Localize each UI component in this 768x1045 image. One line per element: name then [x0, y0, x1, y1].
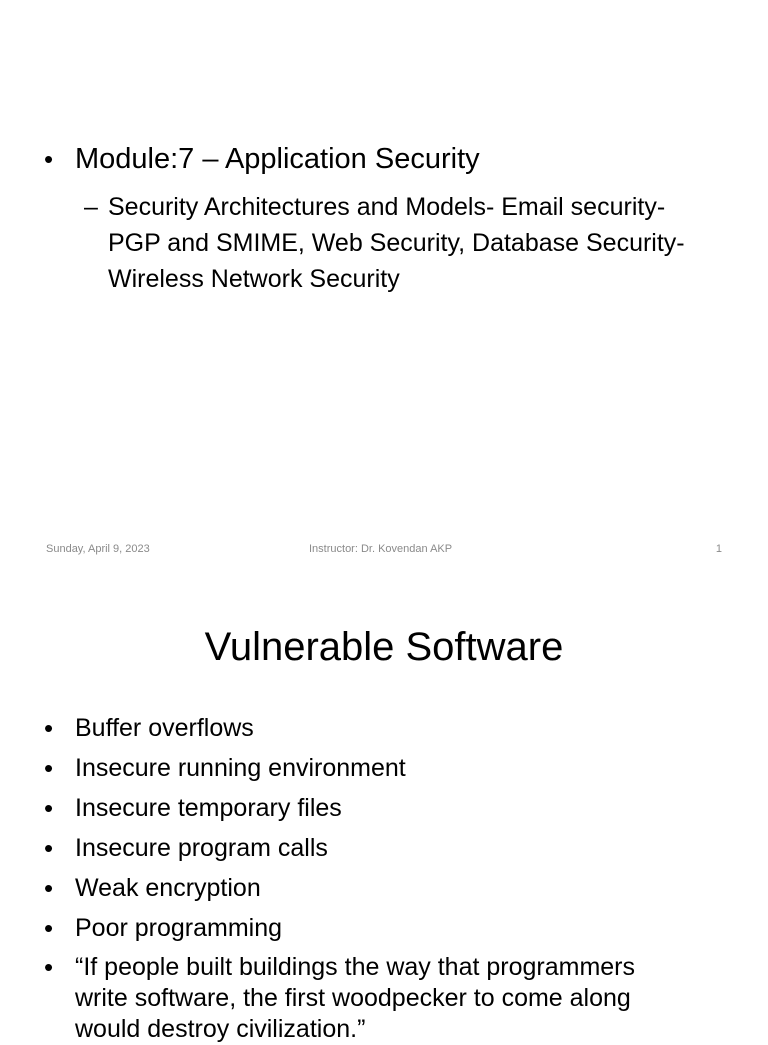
- quote-list-item: [44, 952, 635, 1045]
- list-item: [44, 828, 635, 868]
- list-item-text: Weak encryption: [75, 874, 261, 902]
- sub-line: Wireless Network Security: [108, 265, 400, 293]
- quote-line: “If people built buildings the way that programmers: [75, 953, 636, 981]
- quote-line: write software, the first woodpecker to come along: [75, 984, 631, 1012]
- footer-instructor: Instructor: Dr. Kovendan AKP: [309, 543, 453, 555]
- list-item-text: Insecure running environment: [75, 754, 406, 782]
- list-item-text: Poor programming: [75, 914, 283, 942]
- bullet-marker: •: [44, 913, 54, 943]
- quote-text: [75, 952, 635, 1045]
- list-item: [44, 708, 635, 748]
- list-item: [44, 908, 635, 948]
- bullet-marker: •: [44, 952, 54, 982]
- sub-bullet-item: [84, 189, 685, 297]
- list-item: [44, 868, 635, 908]
- list-item-text: Insecure temporary files: [75, 794, 342, 822]
- bullet-marker: •: [44, 753, 54, 783]
- quote-line: would destroy civilization.”: [75, 1015, 366, 1043]
- bullet-marker: •: [44, 713, 54, 743]
- sub-bullet-text: [108, 189, 685, 297]
- bullet-marker: •: [44, 793, 54, 823]
- footer-page-number: 1: [715, 543, 722, 555]
- list-item-text: Insecure program calls: [75, 834, 328, 862]
- sub-line: PGP and SMIME, Web Security, Database Security-: [108, 229, 685, 257]
- list-item: [44, 788, 635, 828]
- main-bullet-item: [44, 142, 480, 176]
- bullet-list: [44, 708, 635, 1045]
- bullet-marker: •: [44, 873, 54, 903]
- dash-marker: –: [84, 193, 98, 221]
- module-heading: Module:7 – Application Security: [75, 143, 480, 175]
- list-item: [44, 748, 635, 788]
- sub-line: Security Architectures and Models- Email security-: [108, 193, 666, 221]
- list-item-text: Buffer overflows: [75, 714, 254, 742]
- bullet-marker: •: [44, 833, 54, 863]
- slide-title: Vulnerable Software: [204, 625, 564, 669]
- footer-date: Sunday, April 9, 2023: [46, 543, 150, 555]
- slide-2: [0, 576, 768, 1043]
- bullet-marker: •: [44, 144, 54, 174]
